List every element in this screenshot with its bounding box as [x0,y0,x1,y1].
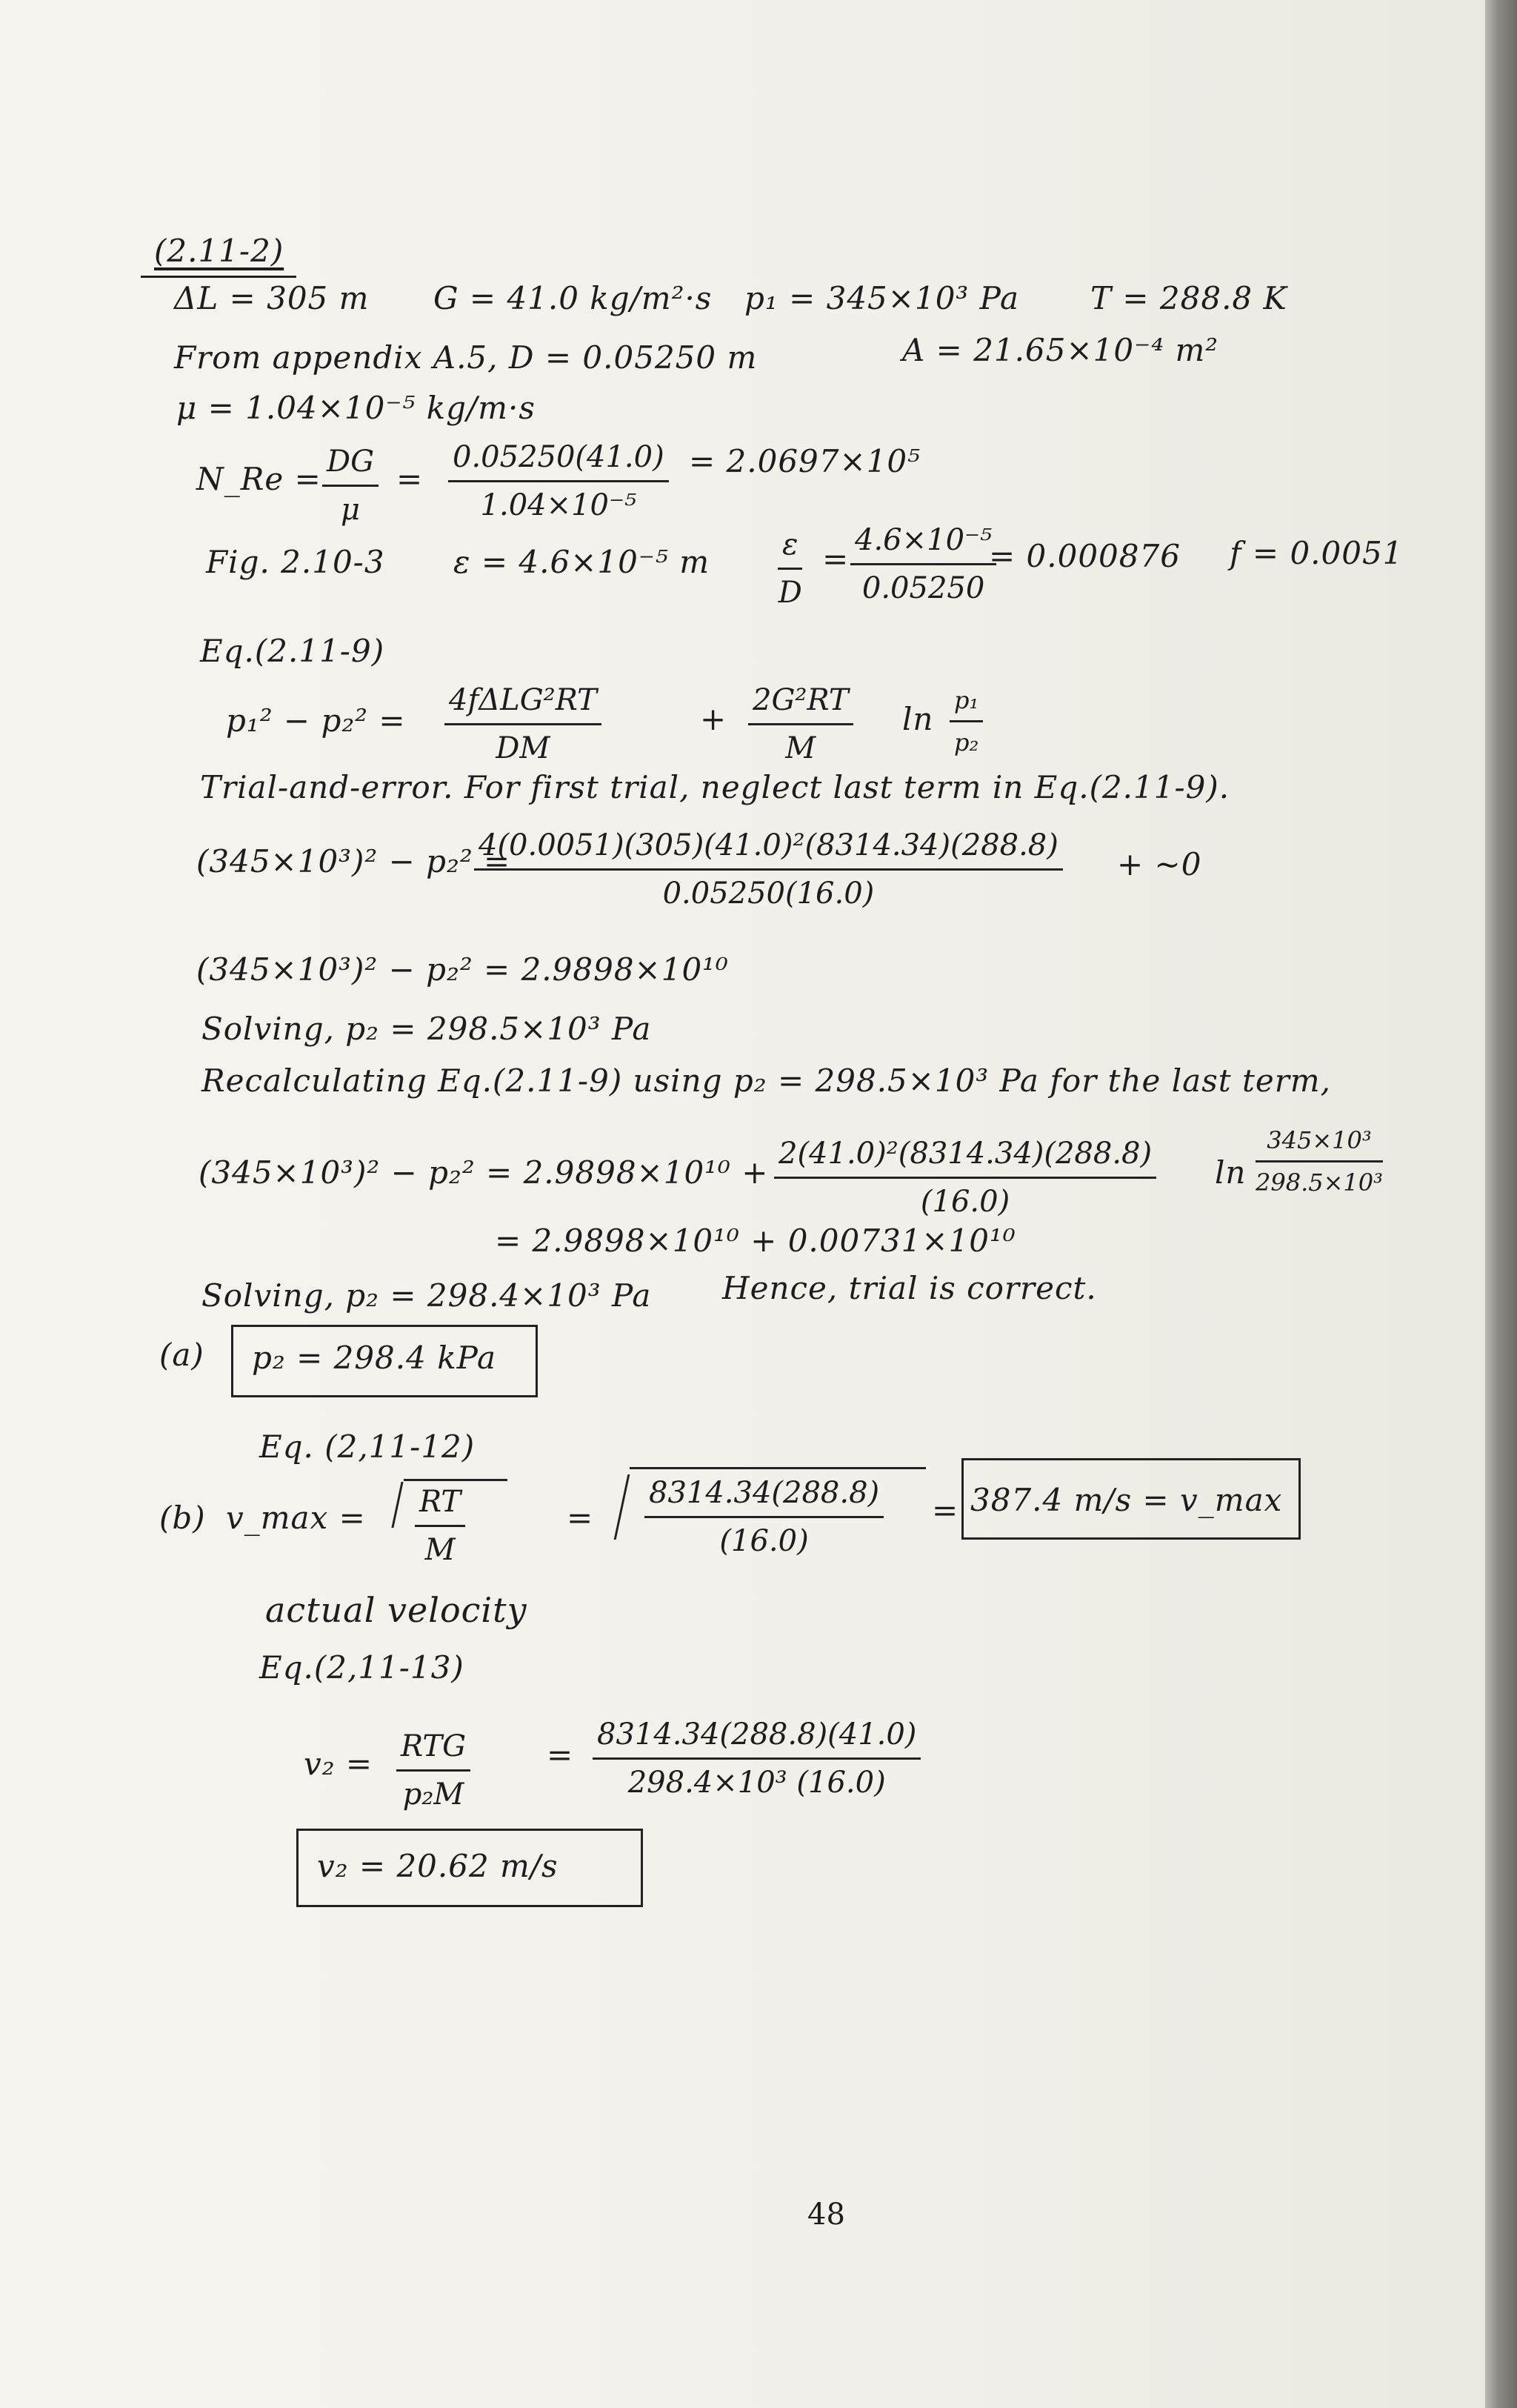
vmax-answer: 387.4 m/s = v_max [970,1482,1283,1518]
reynolds-lhs: N_Re = [196,461,321,497]
vmax-val-num: 8314.34(288.8) [644,1476,884,1518]
solving-2: Solving, p₂ = 298.4×10³ Pa [201,1277,652,1314]
vmax-lhs: v_max = [226,1500,366,1536]
reynolds-val-den: 1.04×10⁻⁵ [480,488,637,522]
given-temperature: T = 288.8 K [1090,280,1287,316]
v2-lhs: v₂ = [304,1746,373,1782]
recalc-fraction [774,1137,1156,1219]
main-eq-term2-den: M [785,731,816,765]
rel-rough-value-fraction [850,523,996,605]
rel-rough-result: = 0.000876 [989,538,1181,574]
recalc-result: = 2.9898×10¹⁰ + 0.00731×10¹⁰ [495,1223,1016,1259]
appendix-line: From appendix A.5, D = 0.05250 m [174,339,758,376]
vmax-val-den: (16.0) [719,1524,809,1558]
main-eq-ln: ln [902,701,934,737]
v2-sym-den: p₂M [402,1777,464,1812]
recalc-text: Recalculating Eq.(2.11-9) using p₂ = 298.5×10³ Pa for the last term, [201,1062,1331,1099]
eq-2-11-13-label: Eq.(2,11-13) [259,1649,464,1686]
trial1-lhs: (345×10³)² − p₂² = [196,843,511,879]
given-delta-l: ΔL = 305 m [174,280,370,316]
main-eq-ln-num: p₁ [950,686,983,722]
rel-rough-val-den: 0.05250 [861,571,985,605]
main-eq-term2-num: 2G²RT [748,683,853,725]
reynolds-sym-den: μ [341,493,361,527]
vmax-value-radical-bar [630,1467,926,1469]
part-a-answer: p₂ = 298.4 kPa [252,1340,497,1376]
problem-label: (2.11-2) [154,233,284,269]
reynolds-value-fraction [448,440,669,522]
main-eq-term1 [444,683,601,765]
vmax-sym-den: M [424,1533,456,1567]
part-a-label: (a) [159,1337,204,1373]
rel-rough-val-num: 4.6×10⁻⁵ [850,523,996,565]
main-eq-lhs: p₁² − p₂² = [226,702,406,739]
reynolds-sym-num: DG [322,445,379,487]
rel-rough-num: ε [778,528,802,570]
part-b-label: (b) [159,1500,206,1536]
eq-2-11-12-label: Eq. (2,11-12) [259,1428,476,1465]
trial1-den: 0.05250(16.0) [662,877,875,911]
recalc-den: (16.0) [920,1185,1010,1219]
vmax-sym-num: RT [415,1485,465,1527]
reynolds-val-num: 0.05250(41.0) [448,440,669,482]
main-eq-term2 [748,683,853,765]
rel-rough-den: D [778,576,802,610]
vmax-symbolic-fraction [415,1485,465,1567]
recalc-ln-den: 298.5×10³ [1256,1168,1383,1197]
area-value: A = 21.65×10⁻⁴ m² [902,332,1219,368]
page-edge-shadow [1485,0,1517,2408]
trial-text: Trial-and-error. For first trial, neglect last term in Eq.(2.11-9). [200,769,1230,805]
recalc-lhs: (345×10³)² − p₂² = 2.9898×10¹⁰ + [199,1154,769,1191]
main-eq-ln-fraction [950,686,983,756]
recalc-ln-num: 345×10³ [1256,1126,1383,1163]
viscosity-value: μ = 1.04×10⁻⁵ kg/m·s [176,390,536,426]
relative-roughness-fraction [778,528,802,610]
v2-answer: v₂ = 20.62 m/s [317,1848,559,1884]
vmax-radical-bar [404,1479,507,1481]
vmax-value-fraction [644,1476,884,1558]
main-eq-term1-num: 4fΔLG²RT [444,683,601,725]
trial1-tail: + ~0 [1117,846,1202,882]
eq-2-11-9-label: Eq.(2.11-9) [200,633,385,669]
reynolds-eq: = [396,461,424,497]
solving-1: Solving, p₂ = 298.5×10³ Pa [201,1011,652,1047]
friction-factor: f = 0.0051 [1230,535,1404,571]
recalc-ln: ln [1215,1154,1247,1191]
reynolds-symbolic-fraction [322,445,379,527]
trial1-fraction [474,828,1063,911]
v2-eq: = [547,1737,574,1773]
hence-text: Hence, trial is correct. [722,1270,1097,1306]
v2-val-den: 298.4×10³ (16.0) [627,1766,886,1800]
given-g: G = 41.0 kg/m²·s [433,280,713,316]
reynolds-result: = 2.0697×10⁵ [689,443,921,479]
given-p1: p₁ = 345×10³ Pa [744,280,1020,316]
v2-value-fraction [593,1717,921,1800]
actual-velocity-label: actual velocity [265,1590,527,1630]
main-eq-ln-den: p₂ [954,728,979,756]
main-eq-term1-den: DM [496,731,550,765]
recalc-ln-fraction [1256,1126,1383,1197]
v2-symbolic-fraction [396,1729,470,1812]
recalc-num: 2(41.0)²(8314.34)(288.8) [774,1137,1156,1179]
roughness-value: ε = 4.6×10⁻⁵ m [453,544,710,580]
trial1-num: 4(0.0051)(305)(41.0)²(8314.34)(288.8) [474,828,1063,871]
page-number: 48 [807,2198,845,2232]
trial1-result: (345×10³)² − p₂² = 2.9898×10¹⁰ [196,951,729,988]
rel-rough-eq: = [822,541,850,577]
v2-sym-num: RTG [396,1729,470,1772]
main-eq-plus: + [700,701,727,737]
v2-val-num: 8314.34(288.8)(41.0) [593,1717,921,1760]
vmax-eq: = [567,1500,594,1536]
fig-label: Fig. 2.10-3 [206,544,385,580]
problem-label-rule [141,276,296,278]
vmax-eq-2: = [932,1492,959,1529]
